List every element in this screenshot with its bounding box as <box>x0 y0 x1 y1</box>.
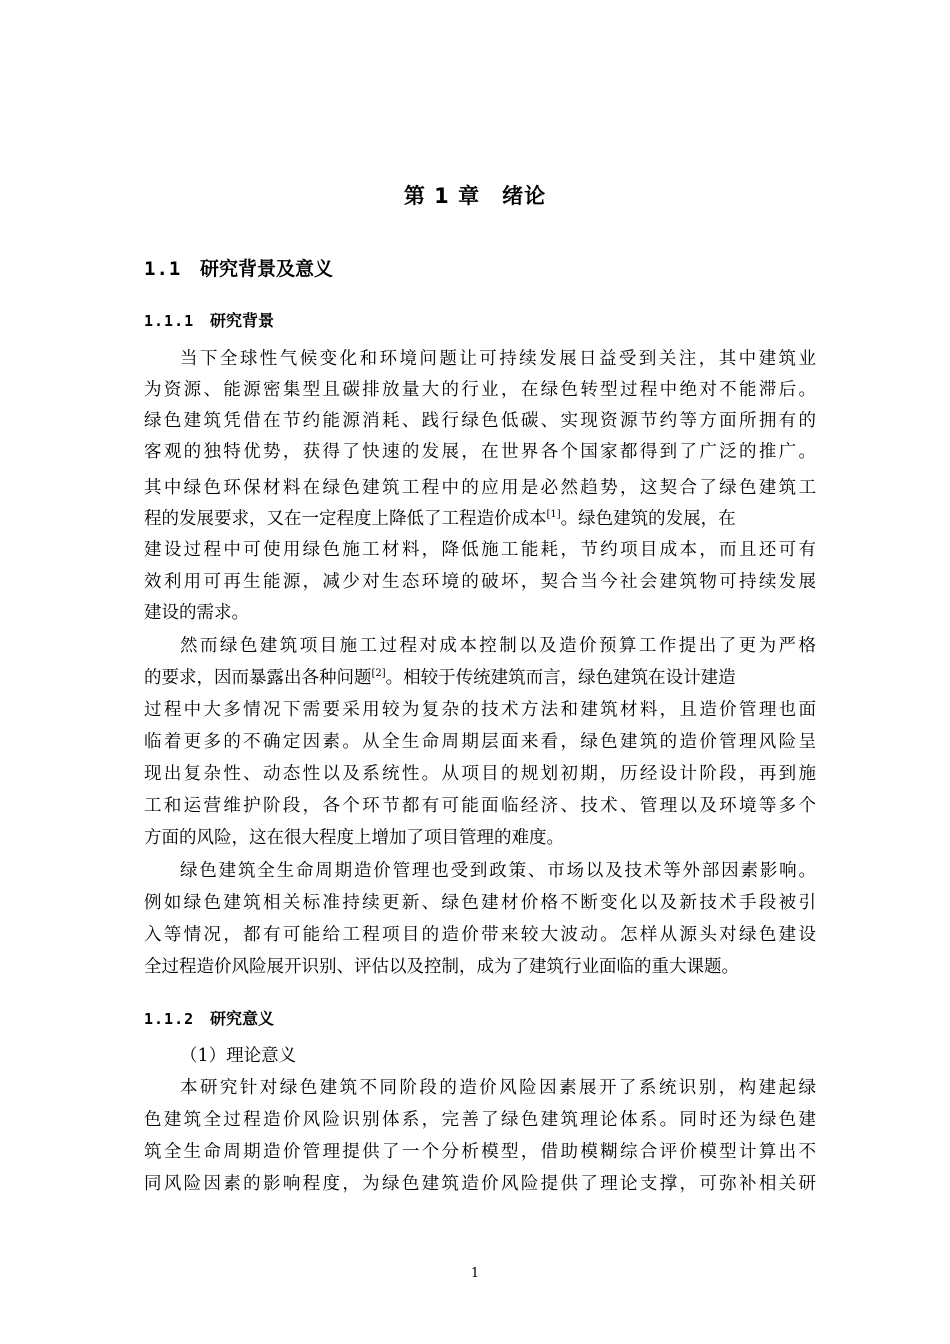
chapter-title: 第 1 章 绪论 <box>403 184 547 208</box>
page-number: 1 <box>470 1266 480 1281</box>
paragraph-line: 全过程造价风险展开识别、评估以及控制，成为了建筑行业面临的重大课题。 <box>144 957 739 977</box>
subsection-heading-background <box>144 308 274 331</box>
line-text: 的要求，因而暴露出各种问题 <box>144 668 372 688</box>
paragraph-line: 入等情况，都有可能给工程项目的造价带来较大波动。怎样从源头对绿色建设 <box>144 925 816 945</box>
line-text: 程的发展要求，又在一定程度上降低了工程造价成本 <box>144 509 547 529</box>
paragraph-line: 现出复杂性、动态性以及系统性。从项目的规划初期，历经设计阶段，再到施 <box>144 764 816 784</box>
paragraph-line: 为资源、能源密集型且碳排放量大的行业，在绿色转型过程中绝对不能滞后。 <box>144 380 816 400</box>
paragraph-line: 筑全生命周期造价管理提供了一个分析模型，借助模糊综合评价模型计算出不 <box>144 1142 816 1162</box>
paragraph-line: 效利用可再生能源，减少对生态环境的破坏，契合当今社会建筑物可持续发展 <box>144 572 816 592</box>
subsection-heading-significance <box>144 1006 274 1029</box>
paragraph-line: 然而绿色建筑项目施工过程对成本控制以及造价预算工作提出了更为严格 <box>180 636 816 656</box>
item-label: （1）理论意义 <box>180 1046 297 1066</box>
paragraph-line: 绿色建筑凭借在节约能源消耗、践行绿色低碳、实现资源节约等方面所拥有的 <box>144 411 816 431</box>
subsection-title: 研究背景 <box>210 311 275 330</box>
paragraph-line: 例如绿色建筑相关标准持续更新、绿色建材价格不断变化以及新技术手段被引 <box>144 893 816 913</box>
paragraph-line: 过程中大多情况下需要采用较为复杂的技术方法和建筑材料，且造价管理也面 <box>144 700 816 720</box>
paragraph-line: 工和运营维护阶段，各个环节都有可能面临经济、技术、管理以及环境等多个 <box>144 796 816 816</box>
citation-ref[interactable]: [1] <box>546 509 561 520</box>
section-heading <box>144 254 333 281</box>
line-text: 。相较于传统建筑而言，绿色建筑在设计建造 <box>385 668 736 688</box>
paragraph-line: 临着更多的不确定因素。从全生命周期层面来看，绿色建筑的造价管理风险呈 <box>144 732 816 752</box>
section-title: 研究背景及意义 <box>200 258 334 280</box>
paragraph-line-with-citation <box>144 504 816 534</box>
paragraph-line: 当下全球性气候变化和环境问题让可持续发展日益受到关注，其中建筑业 <box>180 349 816 369</box>
paragraph-line-with-citation <box>144 663 816 693</box>
paragraph-line: 同风险因素的影响程度，为绿色建筑造价风险提供了理论支撑，可弥补相关研 <box>144 1174 816 1194</box>
line-text: 。绿色建筑的发展，在 <box>560 509 736 529</box>
paragraph-line: 客观的独特优势，获得了快速的发展，在世界各个国家都得到了广泛的推广。 <box>144 442 816 462</box>
paragraph-line: 绿色建筑全生命周期造价管理也受到政策、市场以及技术等外部因素影响。 <box>180 861 816 881</box>
subsection-number: 1.1.2 <box>144 1010 195 1028</box>
citation-ref[interactable]: [2] <box>371 668 386 679</box>
paragraph-line: 色建筑全过程造价风险识别体系，完善了绿色建筑理论体系。同时还为绿色建 <box>144 1110 816 1130</box>
paragraph-line: 方面的风险，这在很大程度上增加了项目管理的难度。 <box>144 828 564 848</box>
paragraph-line: 其中绿色环保材料在绿色建筑工程中的应用是必然趋势，这契合了绿色建筑工 <box>144 478 816 498</box>
paragraph-line: 建设的需求。 <box>144 603 249 623</box>
section-number: 1.1 <box>144 258 182 280</box>
subsection-number: 1.1.1 <box>144 312 195 330</box>
subsection-title: 研究意义 <box>210 1009 275 1028</box>
paragraph-line: 本研究针对绿色建筑不同阶段的造价风险因素展开了系统识别，构建起绿 <box>180 1078 816 1098</box>
paragraph-line: 建设过程中可使用绿色施工材料，降低施工能耗，节约项目成本，而且还可有 <box>144 540 816 560</box>
